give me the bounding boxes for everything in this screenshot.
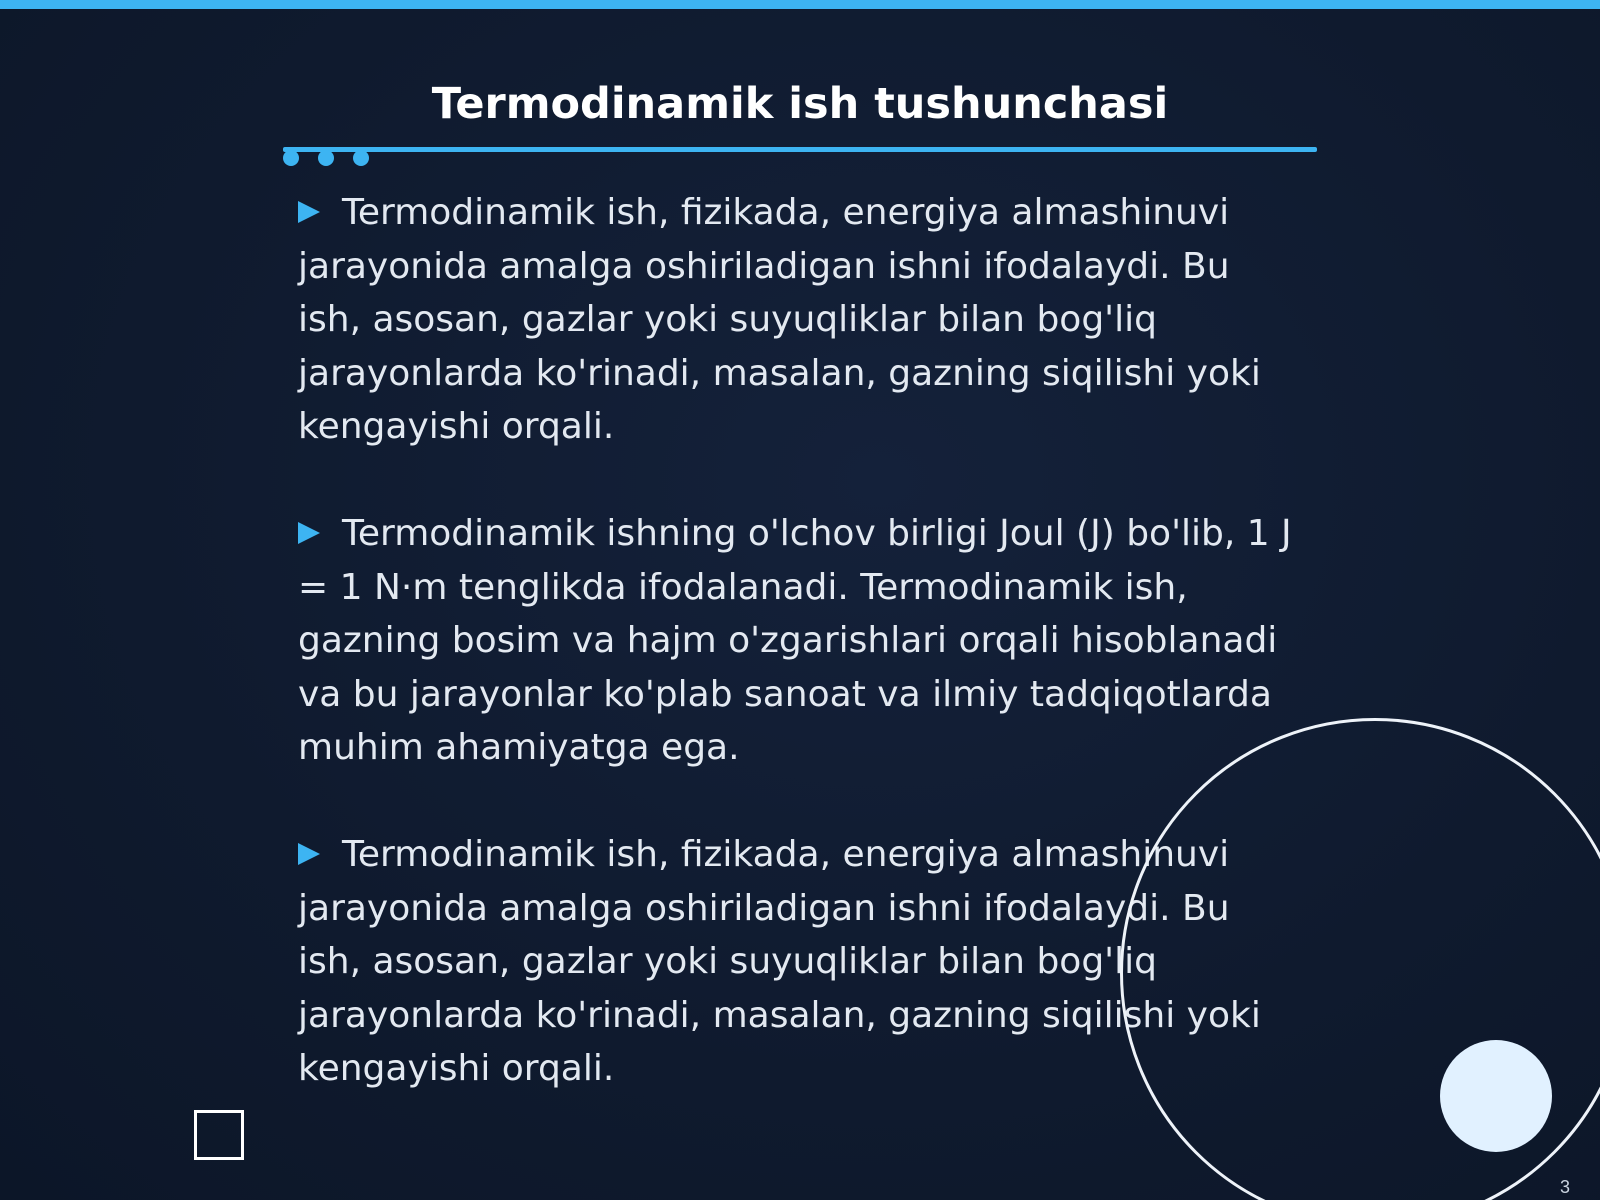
bullet-text: Termodinamik ish, fizikada, energiya almashinuvi jarayonida amalga oshiriladigan ishni ifodalaydi. Bu ish, asosan, gazlar yoki suyuqliklar bilan bog'liq jarayonlarda ko'rinadi, masalan, gazning siqilishi yoki kengayishi orqali. bbox=[298, 834, 1261, 1089]
triangle-right-icon bbox=[298, 843, 320, 865]
bullet-item bbox=[298, 186, 1298, 454]
slide-title: Termodinamik ish tushunchasi bbox=[431, 79, 1169, 129]
top-accent-bar bbox=[0, 0, 1600, 9]
decorative-dot bbox=[283, 150, 299, 166]
bullet-text: Termodinamik ish, fizikada, energiya almashinuvi jarayonida amalga oshiriladigan ishni ifodalaydi. Bu ish, asosan, gazlar yoki suyuqliklar bilan bog'liq jarayonlarda ko'rinadi, masalan, gazning siqilishi yoki kengayishi orqali. bbox=[298, 192, 1261, 447]
page-number: 3 bbox=[1559, 1177, 1570, 1197]
decorative-circle-filled bbox=[1440, 1040, 1552, 1152]
decorative-dot bbox=[318, 150, 334, 166]
title-underline bbox=[283, 147, 1317, 152]
decorative-dot bbox=[353, 150, 369, 166]
bullet-item bbox=[298, 507, 1298, 775]
triangle-right-icon bbox=[298, 522, 320, 544]
bullet-list bbox=[298, 186, 1298, 1149]
decorative-square-outline bbox=[194, 1110, 244, 1160]
bullet-item bbox=[298, 828, 1298, 1096]
triangle-right-icon bbox=[298, 201, 320, 223]
bullet-text: Termodinamik ishning o'lchov birligi Joul (J) bo'lib, 1 J = 1 N·m tenglikda ifodalanadi. Termodinamik ish, gazning bosim va hajm o'zgarishlari orqali hisoblanadi va bu jarayonlar ko'plab sanoat va ilmiy tadqiqotlarda muhim ahamiyatga ega. bbox=[298, 513, 1292, 768]
